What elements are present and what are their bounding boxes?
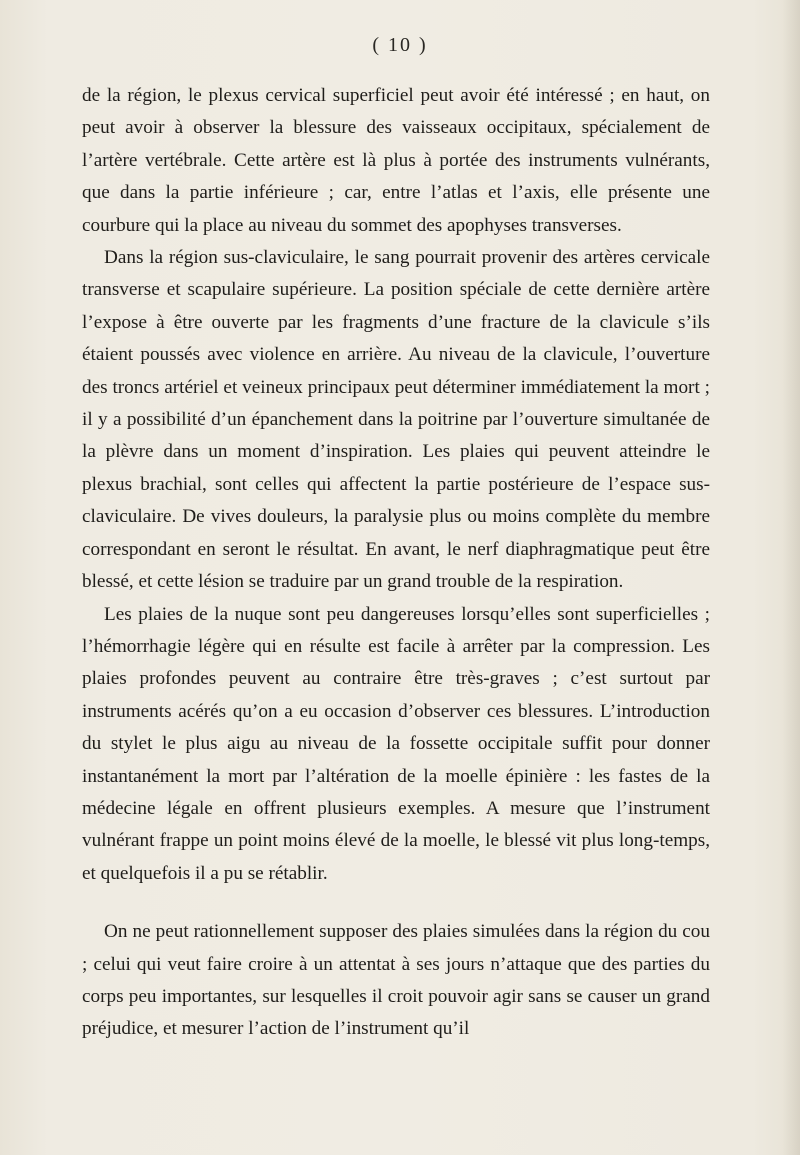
page-edge-shadow <box>782 0 800 1155</box>
paragraph-plaies-simulees: On ne peut rationnellement supposer des plaies simulées dans la région du cou ; celui qui veut faire croire à un attentat à ses jours n’attaque que des parties du corps peu importantes, sur lesquelles il croit pouvoir agir sans se causer un grand préjudice, et mesurer l’action de l’instrument qu’il <box>82 921 710 1040</box>
body-text <box>82 80 710 1046</box>
page-number: ( 10 ) <box>372 34 428 56</box>
paragraph-continuation: de la région, le plexus cervical superficiel peut avoir été intéressé ; en haut, on peut avoir à observer la blessure des vaisseaux occipitaux, spécialement de l’artère vertébrale. Cette artère est là plus à portée des instruments vulnérants, que dans la partie inférieure ; car, entre l’atlas et l’axis, elle présente une courbure qui la place au niveau du sommet des apophyses transverses. <box>82 85 710 236</box>
paragraph-nuque: Les plaies de la nuque sont peu dangereuses lorsqu’elles sont superficielles ; l’hémorrhagie légère qui en résulte est facile à arrêter par la compression. Les plaies profondes peuvent au contraire être très-graves ; c’est surtout par instruments acérés qu’on a eu occasion d’observer ces blessures. L’introduction du stylet le plus aigu au niveau de la fossette occipitale suffit pour donner instantanément la mort par l’altération de la moelle épinière : les fastes de la médecine légale en offrent plusieurs exemples. A mesure que l’instrument vulnérant frappe un point moins élevé de la moelle, le blessé vit plus long-temps, et quelquefois il a pu se rétablir. <box>82 603 710 884</box>
paragraph-sus-claviculaire: Dans la région sus-claviculaire, le sang pourrait provenir des artères cervicale transverse et scapulaire supérieure. La position spéciale de cette dernière artère l’expose à être ouverte par les fragments d’une fracture de la clavicule s’ils étaient poussés avec violence en arrière. Au niveau de la clavicule, l’ouverture des troncs artériel et veineux principaux peut déterminer immédiatement la mort ; il y a possibilité d’un épanchement dans la poitrine par l’ouverture simultanée de la plèvre dans un moment d’inspiration. Les plaies qui peuvent atteindre le plexus brachial, sont celles qui affectent la partie postérieure de l’espace sus-claviculaire. De vives douleurs, la paralysie plus ou moins complète du membre correspondant en seront le résultat. En avant, le nerf diaphragmatique peut être blessé, et cette lésion se traduire par un grand trouble de la respiration. <box>82 247 710 593</box>
